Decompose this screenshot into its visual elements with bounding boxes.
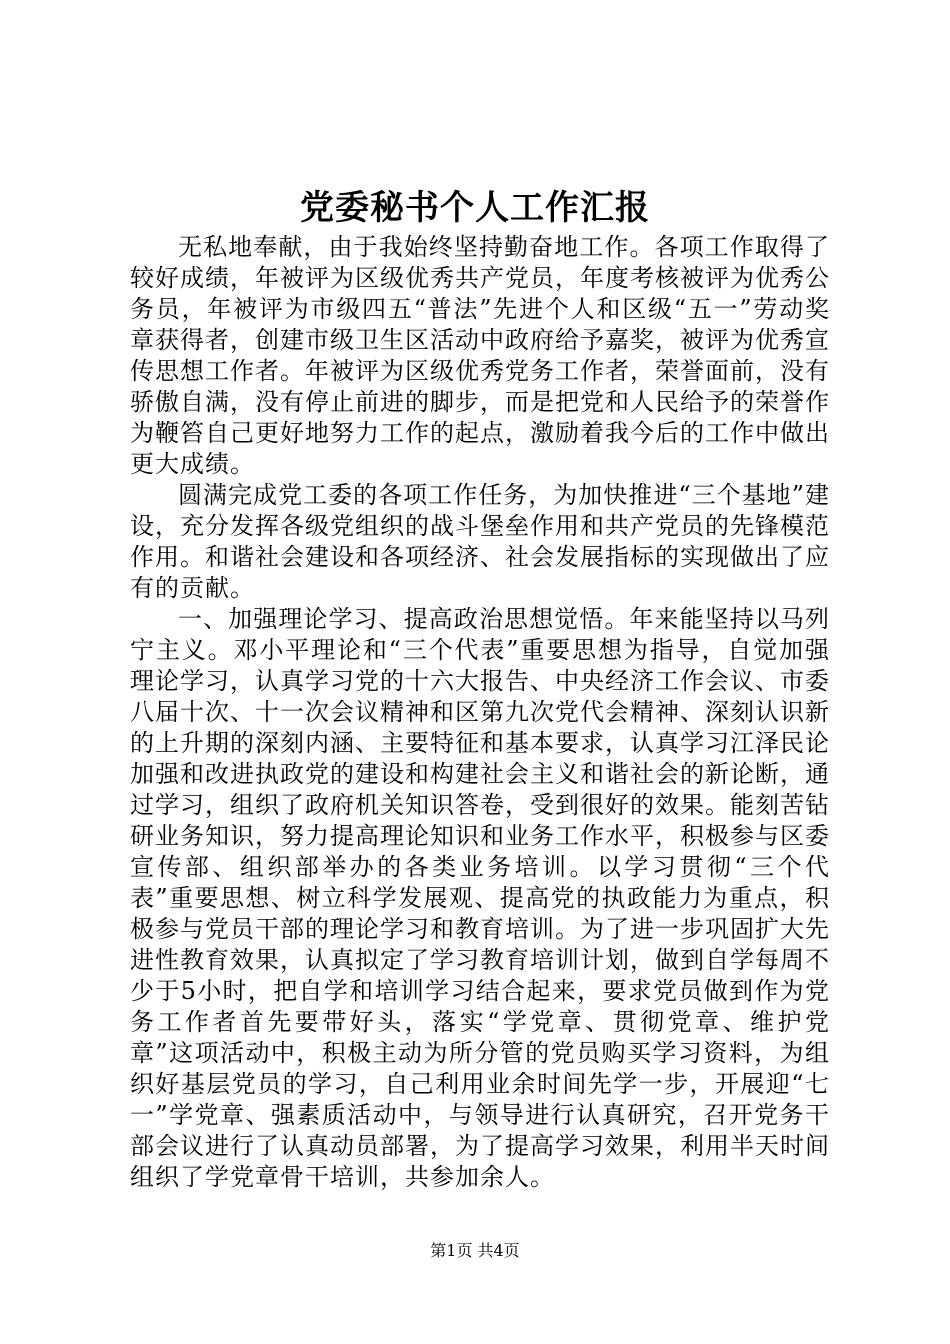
paragraph-3: 一、加强理论学习、提高政治思想觉悟。年来能坚持以马列宁主义。邓小平理论和“三个代表”重要思想为指导，自觉加强理论学习，认真学习党的十六大报告、中央经济工作会议、市委八届十次、十一次会议精神和区第九次党代会精神、深刻认识新的上升期的深刻内涵、主要特征和基本要求，认真学习江泽民论加强和改进执政党的建设和构建社会主义和谐社会的新论断，通过学习，组织了政府机关知识答卷，受到很好的效果。能刻苦钻研业务知识，努力提高理论知识和业务工作水平，积极参与区委宣传部、组织部举办的各类业务培训。以学习贯彻“三个代表”重要思想、树立科学发展观、提高党的执政能力为重点，积极参与党员干部的理论学习和教育培训。为了进一步巩固扩大先进性教育效果，认真拟定了学习教育培训计划，做到自学每周不少于5小时，把自学和培训学习结合起来，要求党员做到作为党务工作者首先要带好头，落实“学党章、贯彻党章、维护党章”这项活动中，积极主动为所分管的党员购买学习资料，为组织好基层党员的学习，自己利用业余时间先学一步，开展迎“七一”学党章、强素质活动中，与领导进行认真研究，召开党务干部会议进行了认真动员部署，为了提高学习效果，利用半天时间组织了学党章骨干培训，共参加余人。 [130,605,830,1191]
document-title: 党委秘书个人工作汇报 [300,188,650,228]
paragraph-1: 无私地奉献，由于我始终坚持勤奋地工作。各项工作取得了较好成绩，年被评为区级优秀共产党员，年度考核被评为优秀公务员，年被评为市级四五“普法”先进个人和区级“五一”劳动奖章获得者，创建市级卫生区活动中政府给予嘉奖，被评为优秀宣传思想工作者。年被评为区级优秀党务工作者，荣誉面前，没有骄傲自满，没有停止前进的脚步，而是把党和人民给予的荣誉作为鞭笞自己更好地努力工作的起点，激励着我今后的工作中做出更大成绩。 [130,233,830,478]
paragraph-2: 圆满完成党工委的各项工作任务，为加快推进“三个基地”建设，充分发挥各级党组织的战斗堡垒作用和共产党员的先锋模范作用。和谐社会建设和各项经济、社会发展指标的实现做出了应有的贡献。 [130,481,830,602]
page-footer: 第1页 共4页 [430,1241,520,1260]
document-body [130,232,830,1193]
